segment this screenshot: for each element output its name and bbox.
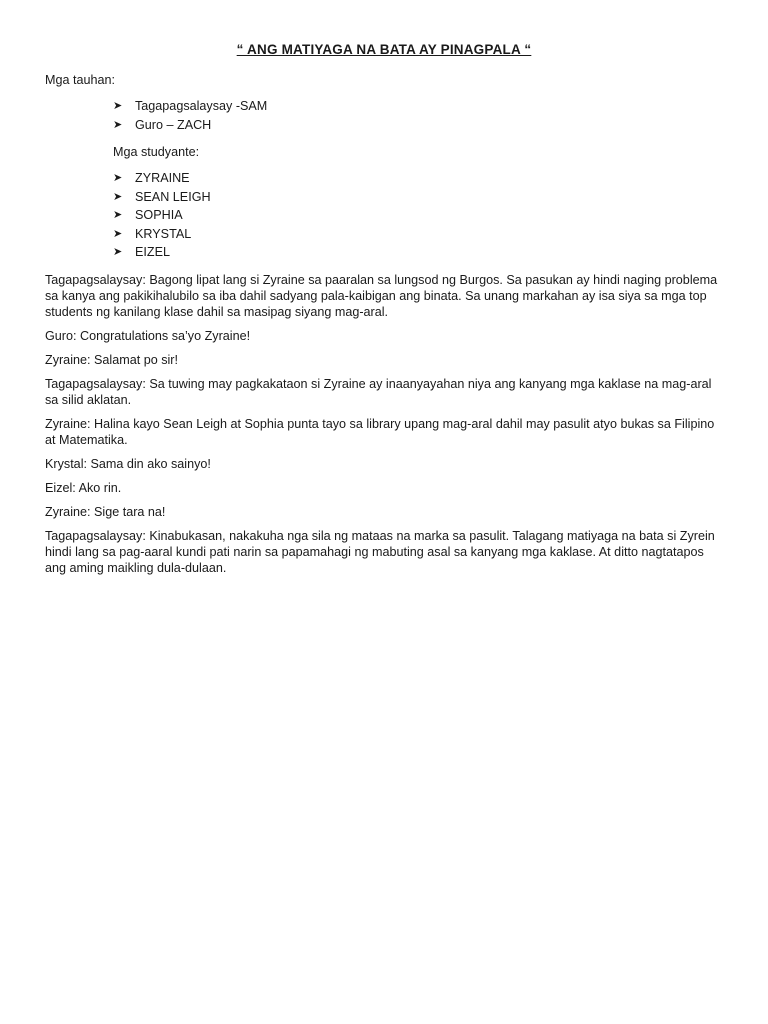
dialogue-line: Zyraine: Sige tara na!: [45, 504, 166, 519]
arrowhead-bullet-icon: ➤: [113, 100, 123, 112]
list-item: [113, 188, 725, 207]
document-title: “ ANG MATIYAGA NA BATA AY PINAGPALA “: [236, 42, 532, 57]
list-item: [113, 116, 725, 135]
document-body: [45, 72, 725, 584]
dialogue-line: Eizel: Ako rin.: [45, 480, 122, 495]
arrowhead-bullet-icon: ➤: [113, 227, 123, 240]
student-name: KRYSTAL: [135, 226, 192, 241]
students-label: Mga studyante:: [113, 145, 200, 159]
arrowhead-bullet-icon: ➤: [113, 246, 123, 258]
character-name: Tagapagsalaysay -SAM: [135, 99, 268, 113]
dialogue-line: Zyraine: Salamat po sir!: [45, 352, 178, 367]
list-item: [113, 243, 725, 262]
list-item: [113, 225, 725, 244]
characters-label: Mga tauhan:: [45, 73, 116, 87]
character-name: Guro – ZACH: [135, 117, 212, 132]
student-name: SOPHIA: [135, 208, 183, 222]
narration-paragraph: Tagapagsalaysay: Kinabukasan, nakakuha nga sila ng mataas na marka sa pasulit. Talagang matiyaga na bata si Zyrein hindi lang sa pag-aaral kundi pati narin sa papamahagi ng mabuting asal sa kanyang mga kaklase. At ditto nagtatapos ang aming maikling dula-dulaan.: [45, 528, 715, 575]
script-lines: [45, 272, 725, 576]
arrowhead-bullet-icon: ➤: [113, 190, 123, 203]
list-item: [113, 206, 725, 225]
list-item: [113, 169, 725, 188]
student-name: EIZEL: [135, 245, 170, 259]
dialogue-line: Krystal: Sama din ako sainyo!: [45, 456, 211, 471]
list-item: [113, 97, 725, 116]
dialogue-line: Guro: Congratulations sa’yo Zyraine!: [45, 328, 251, 343]
dialogue-line: Zyraine: Halina kayo Sean Leigh at Sophia punta tayo sa library upang mag-aral dahil may pasulit atyo bukas sa Filipino at Matematika.: [45, 416, 715, 447]
characters-list: [113, 97, 725, 134]
arrowhead-bullet-icon: ➤: [113, 118, 123, 131]
arrowhead-bullet-icon: ➤: [113, 209, 123, 221]
student-name: SEAN LEIGH: [135, 189, 211, 204]
narration-paragraph: Tagapagsalaysay: Sa tuwing may pagkakataon si Zyraine ay inaanyayahan niya ang kanyang mga kaklase na mag-aral sa silid aklatan.: [45, 376, 712, 407]
narration-paragraph: Tagapagsalaysay: Bagong lipat lang si Zyraine sa paaralan sa lungsod ng Burgos. Sa pasukan ay hindi naging problema sa kanya ang pakikihalubilo sa iba dahil sadyang pala-kaibigan ang binata. Sa unang markahan ay isa siya sa mga top students ng kanilang klase dahil sa masipag siyang mag-aral.: [45, 272, 718, 319]
student-name: ZYRAINE: [135, 171, 190, 185]
students-list: [113, 169, 725, 262]
arrowhead-bullet-icon: ➤: [113, 172, 123, 184]
